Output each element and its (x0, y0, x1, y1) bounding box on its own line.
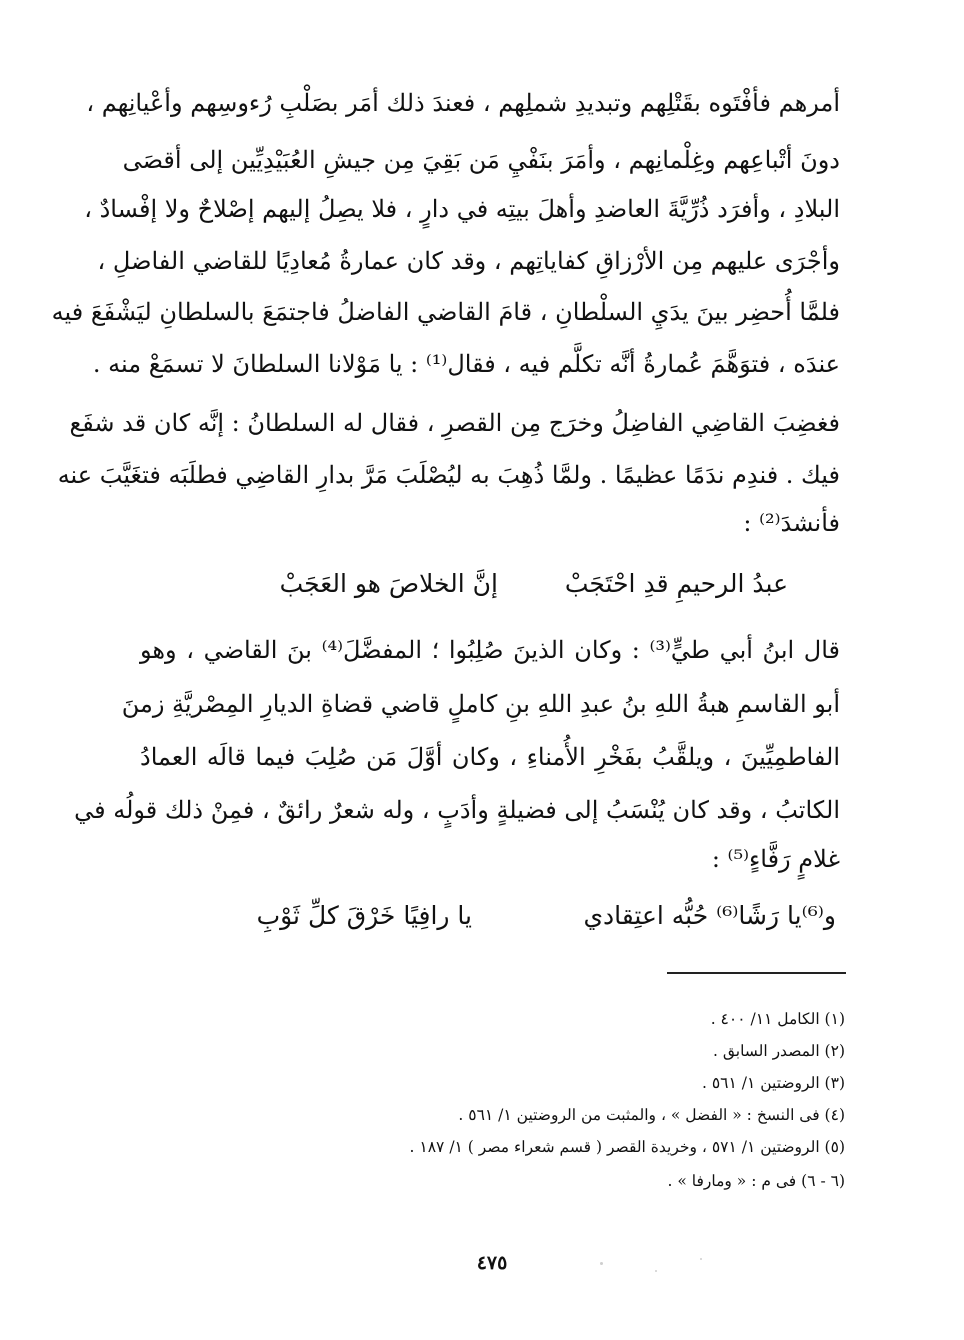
body-line: فغضِبَ القاضِي الفاضِلُ وخرَج مِن القصرِ ، فقال له السلطانُ : إنَّه كان قد شفَع (69, 409, 840, 437)
scan-speck (700, 1258, 702, 1260)
body-line: فأنشدَ⁽²⁾ : (743, 509, 840, 537)
footnote: (٣) الروضتين ١/ ٥٦١ . (701, 1074, 845, 1092)
scan-speck (655, 1270, 657, 1272)
verse-hemistich-second: و⁽⁶⁾يا رَشًا⁽⁶⁾ حُبُّه اعتِقادي (583, 901, 836, 930)
footnote: (٤) فى النسخ : « الفضل » ، والمثبت من الروضتين ١/ ٥٦١ . (458, 1106, 845, 1124)
page-number: ٤٧٥ (476, 1252, 508, 1274)
body-line: عندَه ، فتوَهَّمَ عُمارةُ أنَّه تكلَّم فيه ، فقال⁽¹⁾ : يا مَوْلانا السلطانَ لا تسمَعْ منه . (92, 350, 840, 378)
body-line: البلادِ ، وأفرَد ذُرِّيَّةَ العاضدِ وأهلَ بيتِه في دارٍ ، فلا يصِلُ إليهم إصْلاحٌ ولا إفْسادٌ ، (84, 195, 840, 223)
footnote: (٥) الروضتين ١/ ٥٧١ ، وخريدة القصر ( قسم شعراء مصر ) ١/ ١٨٧ . (409, 1138, 845, 1156)
body-line: قال ابنُ أبي طيٍّ⁽³⁾ : وكان الذينَ صُلِبُوا ؛ المفضَّلَ⁽⁴⁾ بنَ القاضي ، وهو (140, 636, 840, 664)
verse-hemistich-second: عبدُ الرحيمِ قدِ احْتَجَبْ (564, 569, 788, 598)
footnote: (٦ - ٦) فى م : « ومارفا » . (667, 1172, 845, 1190)
body-line: أبو القاسمِ هبةُ اللهِ بنُ عبدِ اللهِ بنِ كاملٍ قاضي قضاةِ الديارِ المِصْريَّةِ زمنَ (121, 690, 840, 718)
body-line: أمرهم فأفْتَوه بقَتْلِهم وتبديدِ شملِهم ، فعندَ ذلك أمَر بصَلْبِ رُءوسِهم وأعْيانِهم ، (86, 89, 840, 117)
footnote: (٢) المصدر السابق . (712, 1042, 845, 1060)
body-line: غلامٍ رَفَّاءٍ⁽⁵⁾ : (711, 845, 840, 873)
body-line: الكاتبُ ، وقد كان يُنْسَبُ إلى فضيلةٍ وأدَبٍ ، وله شعرٌ رائقٌ ، فمِنْ ذلك قولُه في (74, 796, 840, 824)
footnote: (١) الكامل ١١/ ٤٠٠ . (710, 1010, 845, 1028)
scan-speck (600, 1262, 603, 1265)
body-line: فلمَّا أُحضِر بينَ يدَيِ السلْطانِ ، قامَ القاضي الفاضلُ فاجتمَعَ بالسلطانِ ليَشْفَعَ فيه (51, 298, 840, 326)
body-line: فيك . فندِم ندَمًا عظيمًا . ولمَّا ذُهِبَ به ليُصْلَبَ مَرَّ بدارِ القاضِي فطلَبَه فتغَيَّبَ عنه (57, 461, 840, 489)
body-line: دونَ أتْباعِهم وغِلْمانِهم ، وأمَرَ بنَفْيِ مَن بَقِيَ مِن جيشِ العُبَيْدِيِّين إلى أقصَى (122, 146, 840, 174)
body-line: الفاطمِيِّينَ ، ويلقَّبُ بفَخْرِ الأُمناءِ ، وكان أوَّلَ مَن صُلِبَ فيما قالَه العمادُ (140, 743, 840, 771)
body-line: وأجْرَى عليهم مِن الأرْزاقِ كفاياتِهم ، وقد كان عمارةُ مُعادِيًا للقاضي الفاضلِ ، (97, 247, 840, 275)
verse-hemistich-first: يا رافِيًا خَرْقَ كلِّ ثَوْبِ (256, 901, 472, 930)
footnote-divider (667, 972, 846, 974)
verse-hemistich-first: إنَّ الخلاصَ هو العَجَبْ (279, 569, 498, 598)
